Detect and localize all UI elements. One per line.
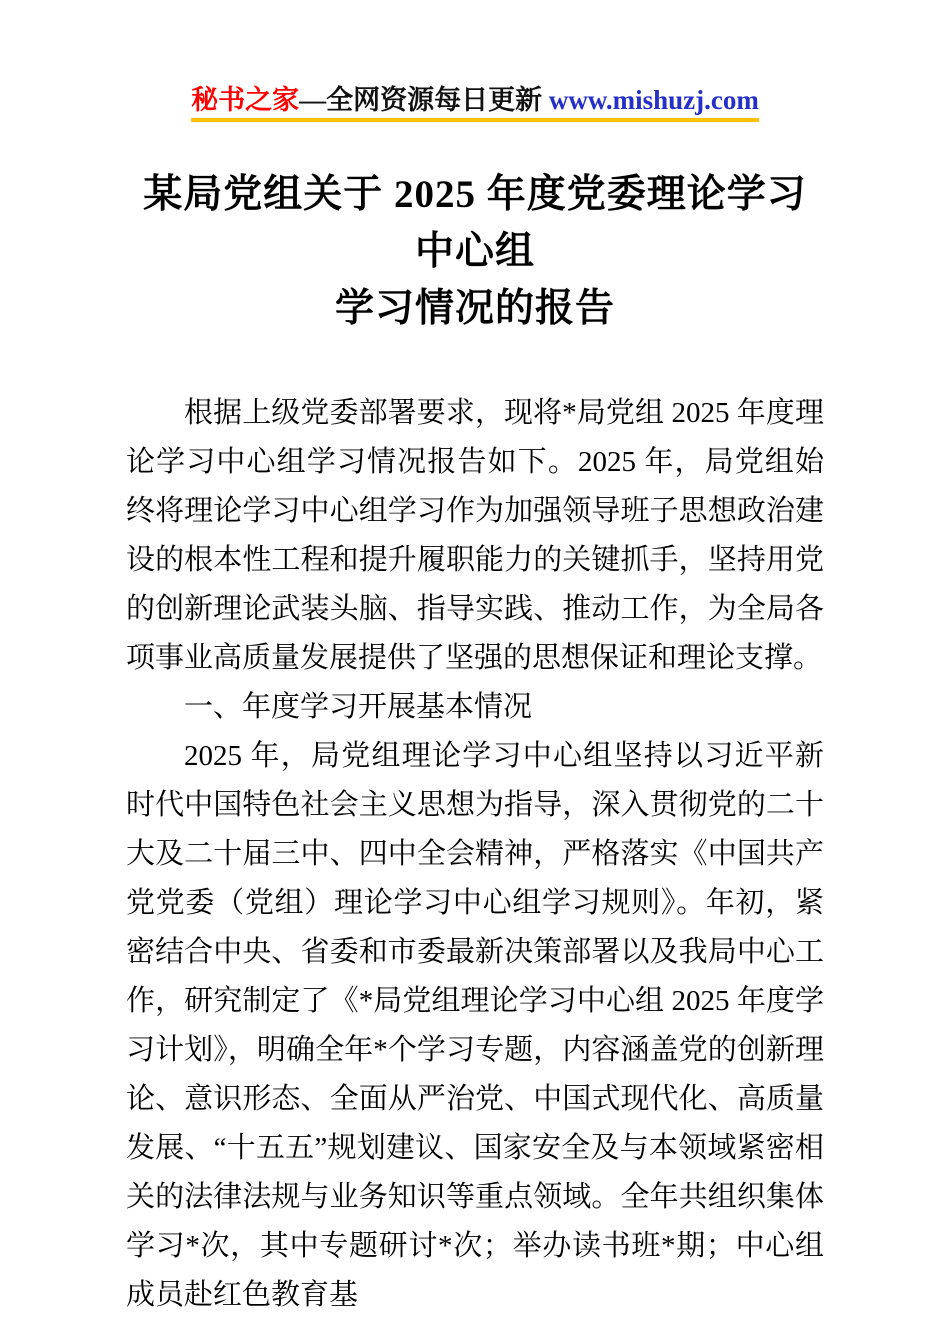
section1-heading: 一、年度学习开展基本情况 <box>184 691 533 724</box>
document-body <box>126 389 824 1320</box>
site-header-dash: — <box>299 85 327 115</box>
site-tagline: 全网资源每日更新 <box>326 85 543 115</box>
site-url-link[interactable]: www.mishuzj.com <box>548 85 759 115</box>
site-brand: 秘书之家 <box>191 85 300 115</box>
document-title-line2: 学习情况的报告 <box>334 287 615 331</box>
site-header-underlined-text <box>191 85 759 122</box>
document-title-line1: 某局党组关于 2025 年度党委理论学习中心组 <box>143 173 807 274</box>
intro-paragraph: 根据上级党委部署要求，现将*局党组 2025 年度理论学习中心组学习情况报告如下。2025 年，局党组始终将理论学习中心组学习作为加强领导班子思想政治建设的根本性工程和提升履职能力的关键抓手，坚持用党的创新理论武装头脑、指导实践、推动工作，为全局各项事业高质量发展提供了坚强的思想保证和理论支撑。 <box>126 397 824 675</box>
section1-paragraph: 2025 年，局党组理论学习中心组坚持以习近平新时代中国特色社会主义思想为指导，深入贯彻党的二十大及二十届三中、四中全会精神，严格落实《中国共产党党委（党组）理论学习中心组学习规则》。年初，紧密结合中央、省委和市委最新决策部署以及我局中心工作，研究制定了《*局党组理论学习中心组 2025 年度学习计划》，明确全年*个学习专题，内容涵盖党的创新理论、意识形态、全面从严治党、中国式现代化、高质量发展、“十五五”规划建议、国家安全及与本领域紧密相关的法律法规与业务知识等重点领域。全年共组织集体学习*次，其中专题研讨*次；举办读书班*期；中心组成员赴红色教育基 <box>126 740 824 1312</box>
site-header <box>126 82 824 118</box>
document-title <box>126 166 824 337</box>
